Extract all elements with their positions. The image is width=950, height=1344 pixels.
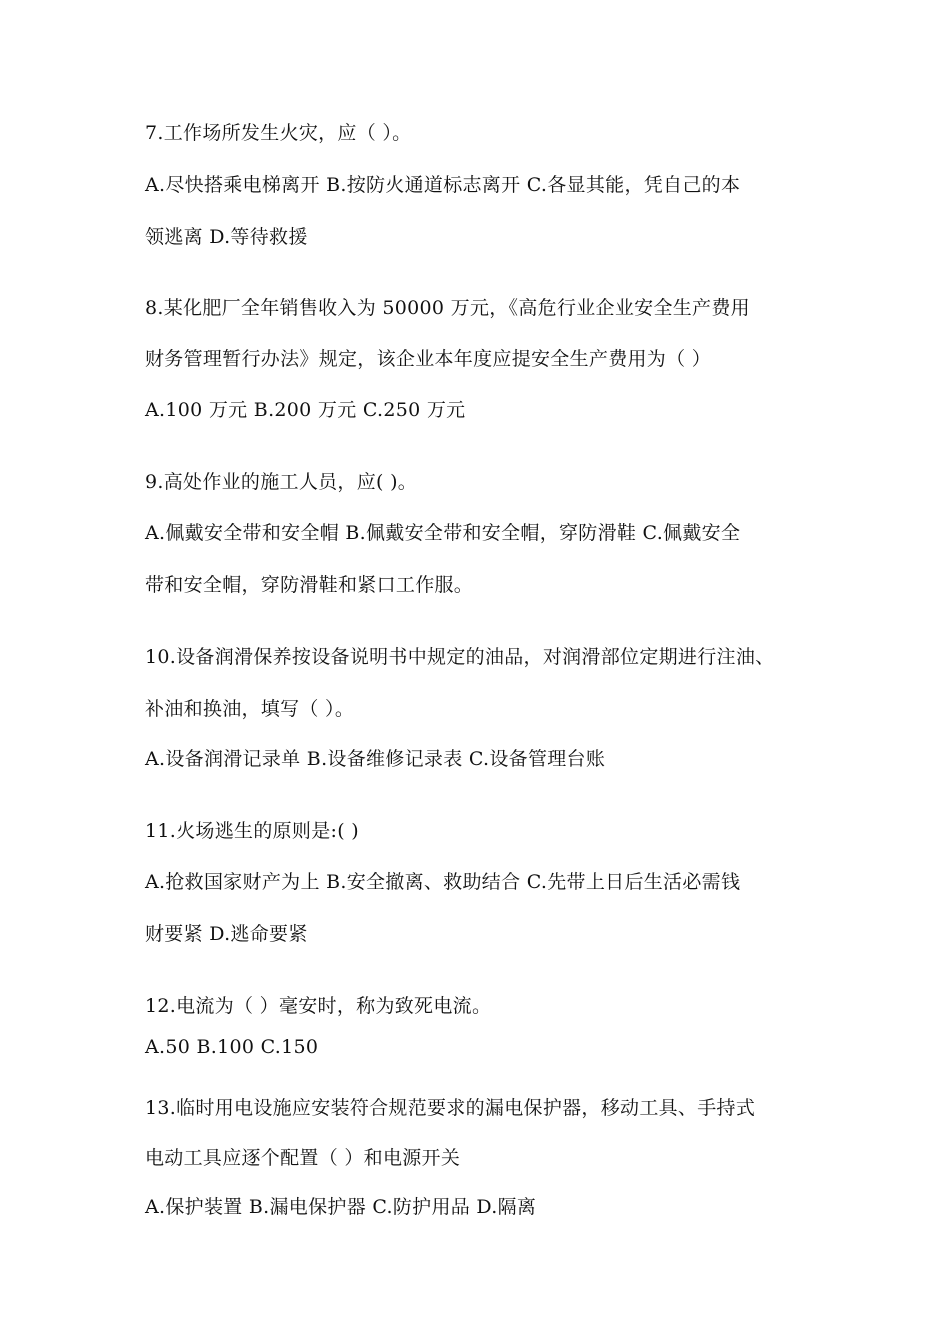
question-11-options-cont: 财要紧 D.逃命要紧 <box>145 923 308 945</box>
question-11-options: A.抢救国家财产为上 B.安全撤离、救助结合 C.先带上日后生活必需钱 <box>145 871 741 893</box>
question-13-options: A.保护装置 B.漏电保护器 C.防护用品 D.隔离 <box>145 1196 537 1218</box>
question-13-stem: 13.临时用电设施应安装符合规范要求的漏电保护器，移动工具、手持式 <box>145 1097 756 1119</box>
question-8-stem-cont: 财务管理暂行办法》规定，该企业本年度应提安全生产费用为（ ） <box>145 348 712 370</box>
question-7-options-cont: 领逃离 D.等待救援 <box>145 226 308 248</box>
question-9-options: A.佩戴安全带和安全帽 B.佩戴安全带和安全帽，穿防滑鞋 C.佩戴安全 <box>145 522 741 544</box>
question-9-stem: 9.高处作业的施工人员，应( )。 <box>145 471 418 493</box>
question-10-stem: 10.设备润滑保养按设备说明书中规定的油品，对润滑部位定期进行注油、 <box>145 646 775 668</box>
question-8-options: A.100 万元 B.200 万元 C.250 万元 <box>145 399 466 421</box>
question-10-stem-cont: 补油和换油，填写（ ）。 <box>145 698 355 720</box>
question-7-stem: 7.工作场所发生火灾，应（ ）。 <box>145 122 412 144</box>
question-12-options: A.50 B.100 C.150 <box>145 1036 319 1058</box>
question-11-stem: 11.火场逃生的原则是:( ) <box>145 820 359 842</box>
question-8-stem: 8.某化肥厂全年销售收入为 50000 万元，《高危行业企业安全生产费用 <box>145 297 750 319</box>
question-7-options: A.尽快搭乘电梯离开 B.按防火通道标志离开 C.各显其能，凭自己的本 <box>145 174 741 196</box>
question-9-options-cont: 带和安全帽，穿防滑鞋和紧口工作服。 <box>145 574 474 596</box>
question-13-stem-cont: 电动工具应逐个配置（ ）和电源开关 <box>145 1147 461 1169</box>
question-10-options: A.设备润滑记录单 B.设备维修记录表 C.设备管理台账 <box>145 748 606 770</box>
question-12-stem: 12.电流为（ ）毫安时，称为致死电流。 <box>145 995 492 1017</box>
